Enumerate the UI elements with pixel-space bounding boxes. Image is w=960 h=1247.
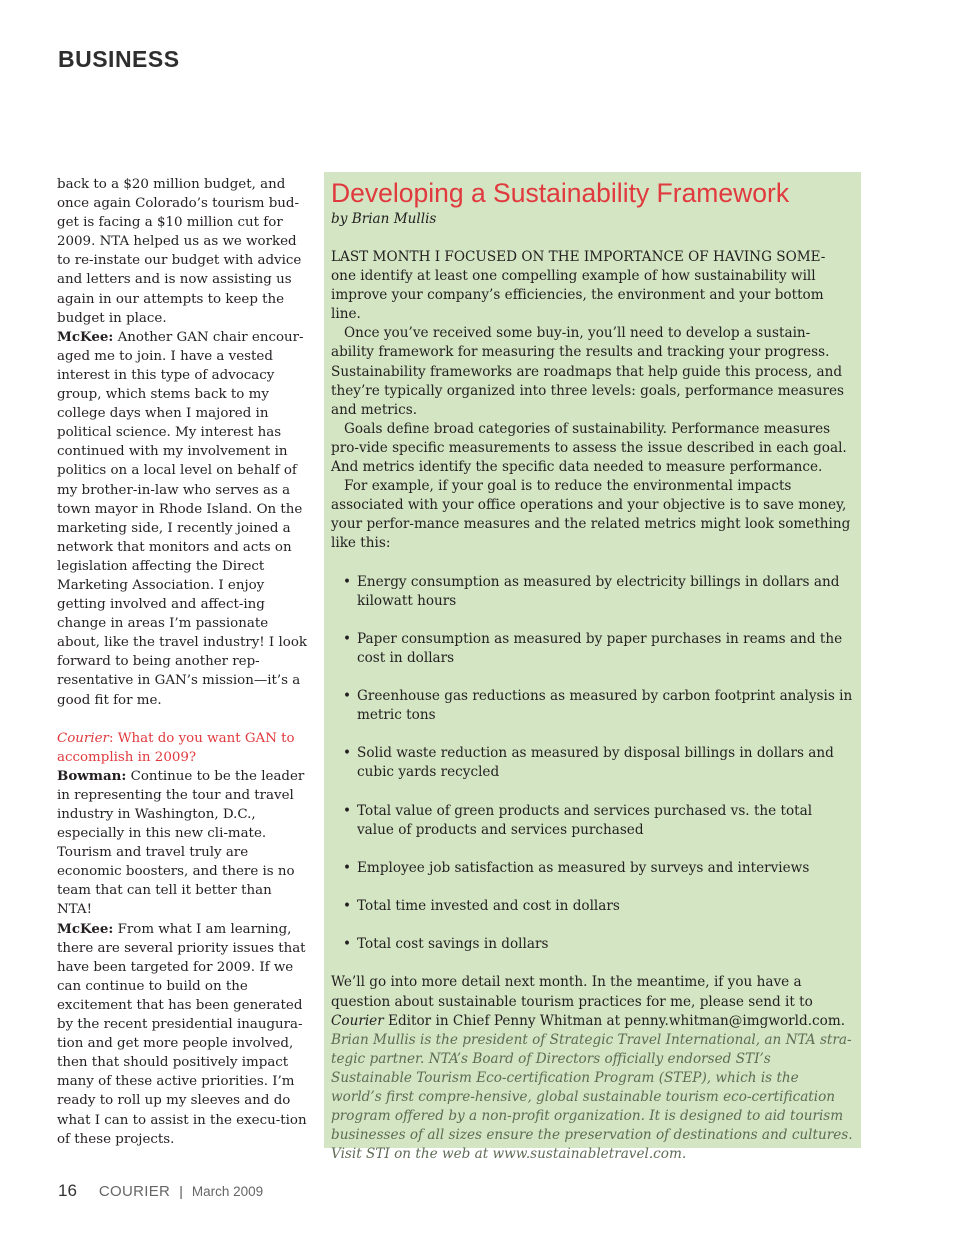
bullet-icon: •	[343, 573, 352, 590]
sidebar-paragraph: For example, if your goal is to reduce the environmental impacts associated with your office operations and your objective is to save money, your perfor-mance measures and the related metrics might look something like this:	[331, 478, 851, 552]
intro-rest: one identify at least one compelling example of how sustainability will improve your company’s efficiencies, the environment and your bottom line.	[331, 268, 824, 323]
sidebar-paragraph: Once you’ve received some buy-in, you’ll need to develop a sustain-ability framework for measuring the results and tracking your progress. Sustainability frameworks are roadmaps that help guide this process, and they’re typically organized into three levels: goals, performance measures and metrics.	[331, 325, 845, 418]
interview-question	[57, 729, 307, 767]
interview-paragraph	[57, 920, 307, 1149]
speaker-name: McKee:	[57, 920, 114, 937]
list-item: • Total time invested and cost in dollars	[331, 897, 853, 916]
paragraph-spacer	[57, 710, 307, 729]
question-text: : What do you want GAN to accomplish in 2009?	[57, 730, 295, 765]
answer-text: Continue to be the leader in representing the tour and travel industry in Washington, D.C., especially in this new cli-mate. Tourism and travel truly are economic boosters, and there is no team that can tell it better than NTA!	[57, 768, 305, 918]
metrics-list	[331, 573, 853, 955]
bullet-icon: •	[343, 630, 352, 647]
sidebar-body	[331, 248, 853, 1164]
list-item: • Paper consumption as measured by paper purchases in reams and the cost in dollars	[343, 630, 843, 666]
sidebar-paragraph	[331, 248, 853, 324]
sidebar-paragraph: Goals define broad categories of sustainability. Performance measures pro-vide specific measurements to assess the issue described in each goal. And metrics identify the specific data needed to measure performance.	[331, 420, 847, 476]
byline: by Brian Mullis	[331, 211, 437, 227]
interview-paragraph	[57, 767, 307, 920]
interview-column	[57, 175, 307, 1149]
answer-text: From what I am learning, there are several priority issues that have been targeted for 2009. If we can continue to build on the excitement that has been generated by the recent presidential inaugura-tion and get more people involved, then that should positively impact many of these active priorities. I’m ready to roll up my sleeves and do what I can to assist in the execu-tion of these projects.	[57, 921, 307, 1147]
sidebar-title: Developing a Sustainability Framework	[331, 178, 790, 208]
bullet-icon: •	[343, 688, 352, 705]
intro-caps: LAST MONTH I FOCUSED ON THE IMPORTANCE OF HAVING SOME-	[331, 249, 826, 265]
interview-paragraph	[57, 328, 307, 710]
bullet-icon: •	[343, 802, 352, 819]
courier-mention: Courier	[331, 1012, 384, 1029]
list-item: • Total value of green products and services purchased vs. the total value of products and services purchased	[343, 802, 813, 838]
magazine-name: COURIER	[98, 1183, 171, 1200]
list-item: • Energy consumption as measured by electricity billings in dollars and kilowatt hours	[343, 573, 840, 609]
sustainability-sidebar	[324, 172, 861, 1163]
list-item: • Greenhouse gas reductions as measured by carbon footprint analysis in metric tons	[343, 688, 853, 724]
interview-paragraph: back to a $20 million budget, and once again Colorado’s tourism bud-get is facing a $10 million cut for 2009. NTA helped us as we worked to re-instate our budget with advice and letters and is now assisting us again in our attempts to keep the budget in place.	[57, 177, 302, 326]
footer-separator: |	[179, 1183, 183, 1199]
answer-text: Another GAN chair encour-aged me to join. I have a vested interest in this type of advocacy group, which stems back to my college days when I majored in political science. My interest has continued with my involvement in politics on a local level on behalf of my brother-in-law who serves as a town mayor in Rhode Island. On the marketing side, I recently joined a network that monitors and acts on legislation affecting the Direct Marketing Association. I enjoy getting involved and affect-ing change in areas I’m passionate about, like the travel industry! I look forward to being another rep-resentative in GAN’s mission—it’s a good fit for me.	[57, 329, 308, 708]
question-source: Courier	[57, 730, 109, 746]
author-bio: Brian Mullis is the president of Strategic Travel International, an NTA stra-tegic partner. NTA’s Board of Directors officially endorsed STI’s Sustainable Tourism Eco-certification Program (STEP), which is the world’s first compre-hensive, global sustainable tourism eco-certification program offered by a non-profit organization. It is designed to aid tourism businesses of all sizes ensure the preservation of destinations and cultures. Visit STI on the web at www.sustainabletravel.com.	[331, 1031, 853, 1163]
page-footer	[58, 1181, 263, 1201]
list-item: • Solid waste reduction as measured by disposal billings in dollars and cubic yards recycled	[343, 745, 834, 781]
section-heading: BUSINESS	[58, 46, 180, 72]
bullet-icon: •	[343, 745, 352, 762]
list-item: • Total cost savings in dollars	[331, 935, 853, 954]
bullet-icon: •	[343, 859, 352, 876]
speaker-name: Bowman:	[57, 767, 127, 784]
bullet-icon: •	[343, 936, 352, 953]
bullet-icon: •	[343, 898, 352, 915]
page-number: 16	[58, 1181, 77, 1200]
speaker-name: McKee:	[57, 328, 114, 345]
list-item: • Employee job satisfaction as measured by surveys and interviews	[331, 859, 853, 878]
issue-date: March 2009	[191, 1184, 264, 1199]
closing-paragraph: We’ll go into more detail next month. In the meantime, if you have a question about sustainable tourism practices for me, please send it to Courier Editor in Chief Penny Whitman at penny.whitman@imgworld.com.	[331, 974, 846, 1029]
